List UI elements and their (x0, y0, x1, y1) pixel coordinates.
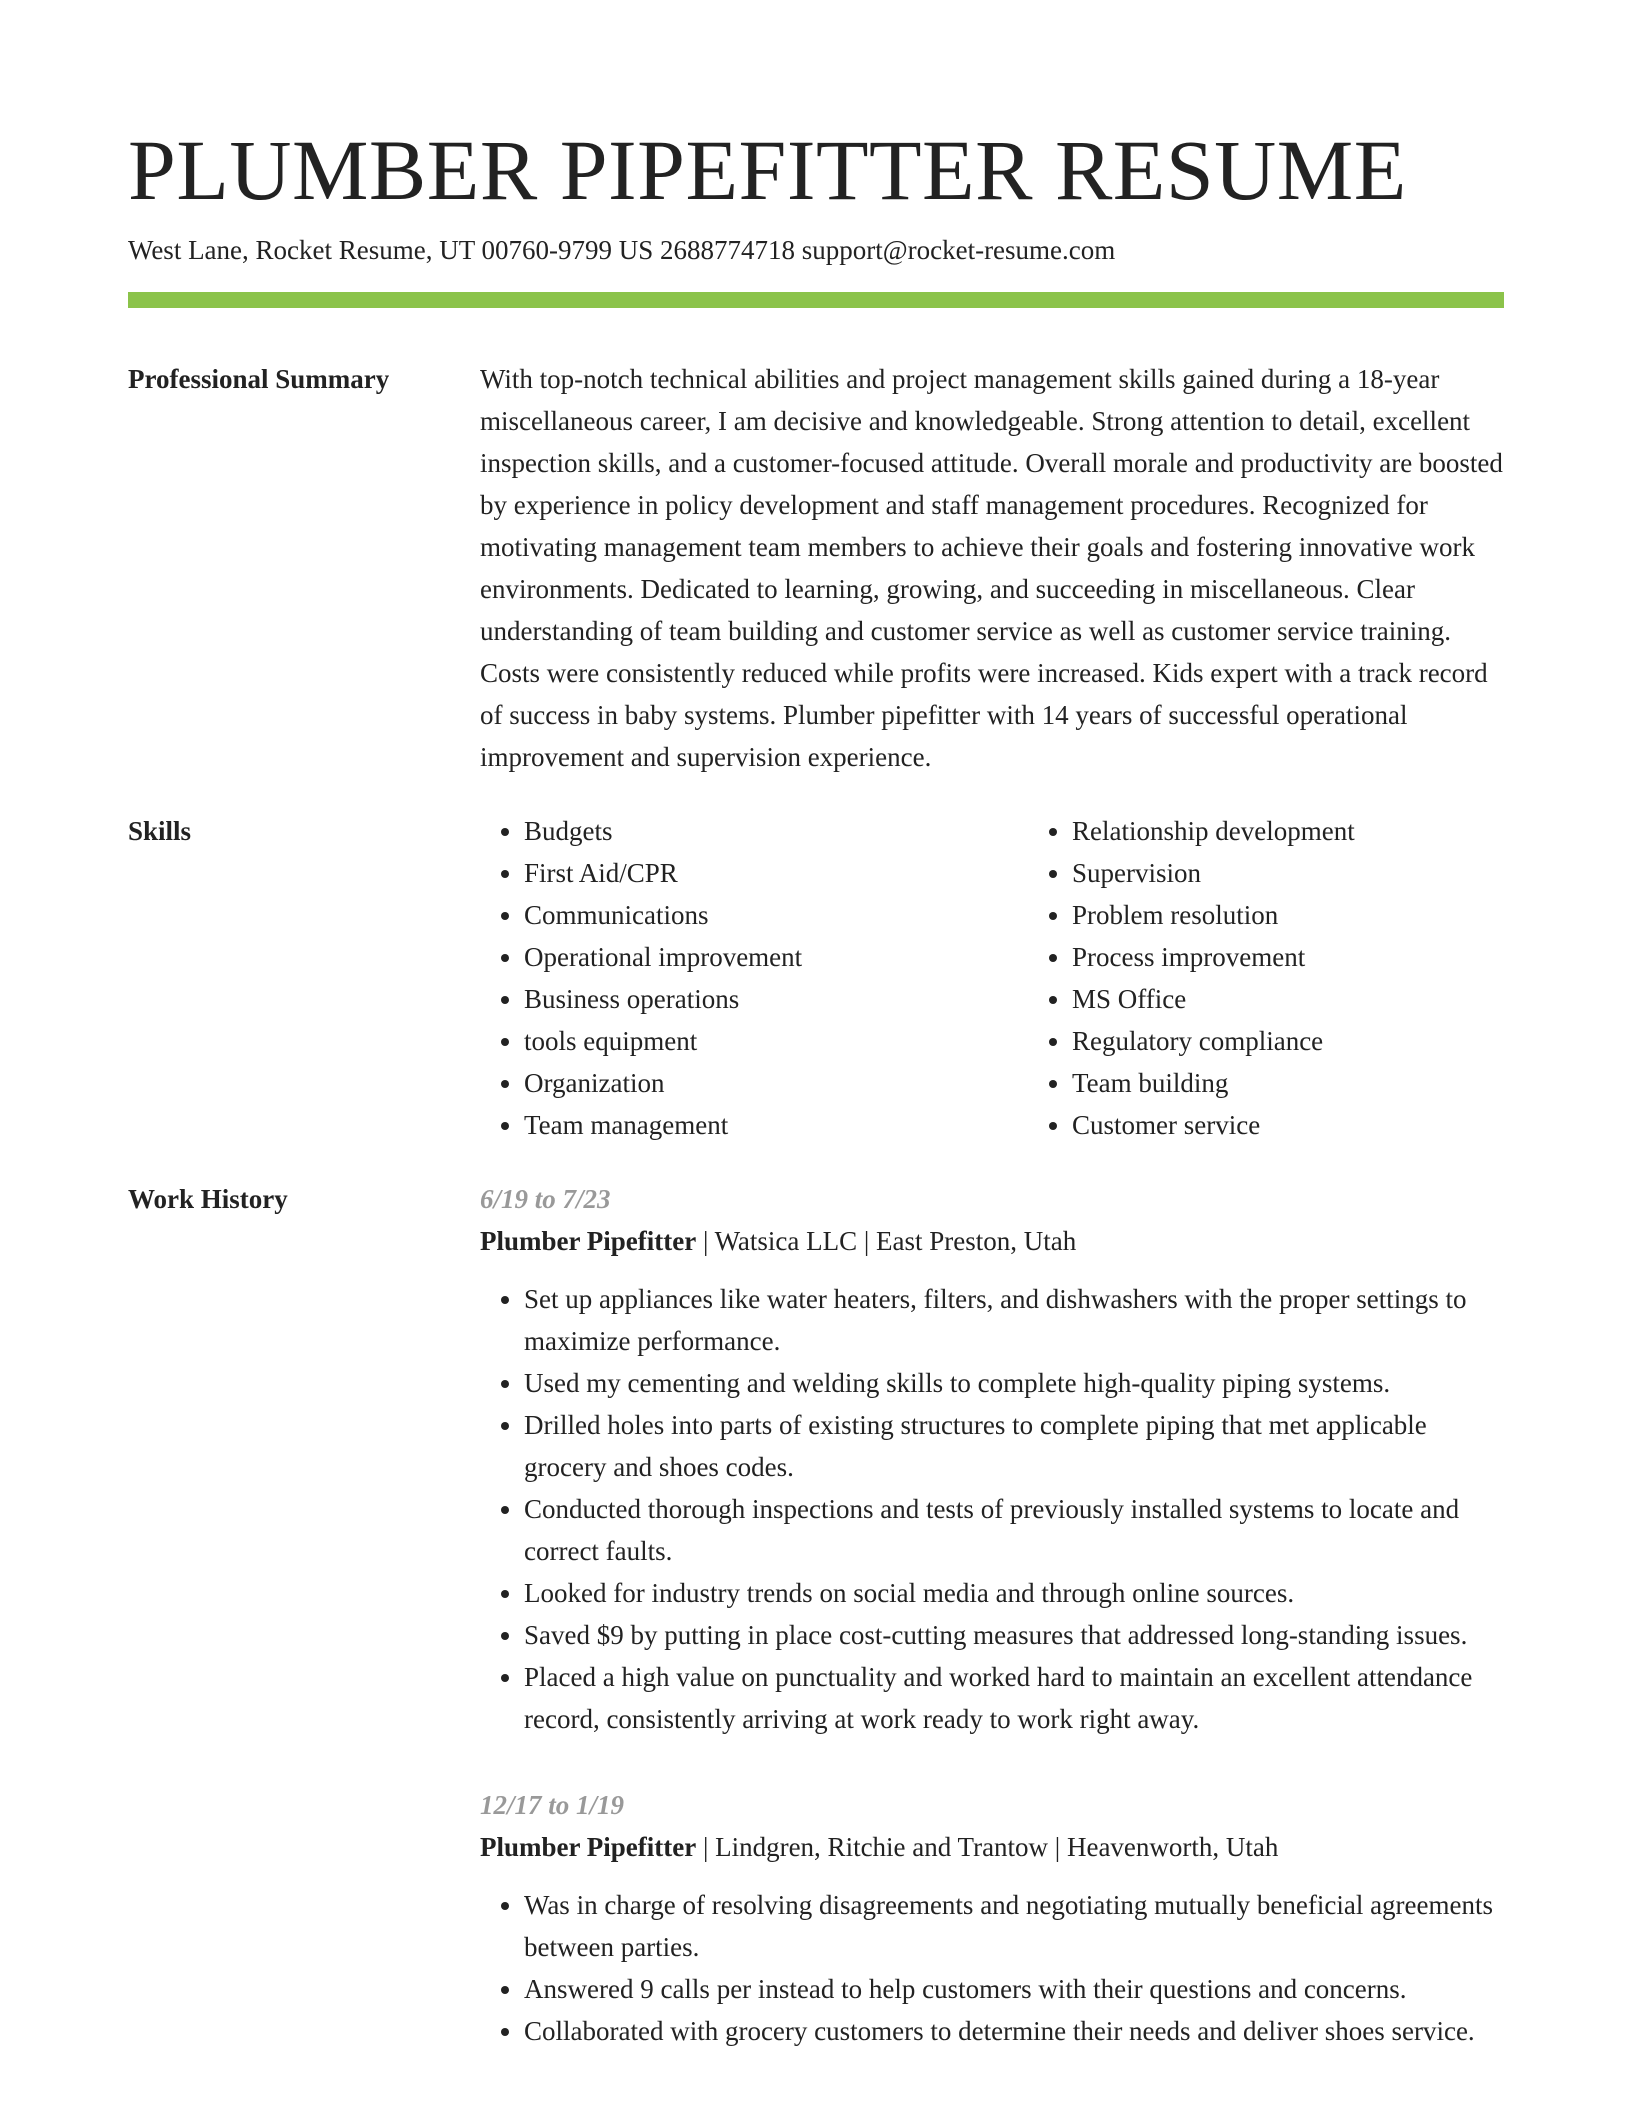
work-history-body (480, 1178, 1504, 2096)
job-bullet: • Set up appliances like water heaters, filters, and dishwashers with the proper settings to maximize performance. (524, 1278, 1504, 1362)
contact-line: West Lane, Rocket Resume, UT 00760-9799 US 2688774718 support@rocket-resume.com (128, 235, 1116, 265)
job-title: Plumber Pipefitter (480, 1832, 697, 1862)
skill-item: • Team building (1072, 1062, 1576, 1104)
job-entry (480, 1178, 1504, 1740)
skill-item: • Regulatory compliance (1072, 1020, 1576, 1062)
skills-section (128, 810, 1504, 1146)
job-title: Plumber Pipefitter (480, 1226, 697, 1256)
skill-item: • Team management (524, 1104, 1028, 1146)
skills-list-left (480, 810, 1028, 1146)
skill-item: • Budgets (524, 810, 1028, 852)
section-label-skills: Skills (128, 816, 192, 846)
summary-text: With top-notch technical abilities and project management skills gained during a 18-year miscellaneous career, I am decisive and knowledgeable. Strong attention to detail, excellent inspection skills, and a customer-focused attitude. Overall morale and productivity are boosted by experience in policy development and staff management procedures. Recognized for motivating management team members to achieve their goals and fostering innovative work environments. Dedicated to learning, growing, and succeeding in miscellaneous. Clear understanding of team building and customer service as well as customer service training. Costs were consistently reduced while profits were increased. Kids expert with a track record of success in baby systems. Plumber pipefitter with 14 years of successful operational improvement and supervision experience. (480, 364, 1503, 772)
job-bullet-list (480, 1884, 1504, 2052)
skill-item: • Relationship development (1072, 810, 1576, 852)
job-title-line (480, 1220, 1504, 1262)
resume-title: PLUMBER PIPEFITTER RESUME (128, 122, 1407, 218)
job-bullet: • Used my cementing and welding skills to complete high-quality piping systems. (524, 1362, 1504, 1404)
job-bullet: • Drilled holes into parts of existing structures to complete piping that met applicable grocery and shoes codes. (524, 1404, 1504, 1488)
job-bullet: • Collaborated with grocery customers to determine their needs and deliver shoes service. (524, 2010, 1504, 2052)
job-entry (480, 1784, 1504, 2052)
skill-item: • Communications (524, 894, 1028, 936)
summary-body (480, 358, 1504, 778)
accent-divider (128, 292, 1504, 308)
skill-item: • Business operations (524, 978, 1028, 1020)
job-bullet: • Placed a high value on punctuality and worked hard to maintain an excellent attendance record, consistently arriving at work ready to work right away. (524, 1656, 1504, 1740)
skill-item: • tools equipment (524, 1020, 1028, 1062)
skill-item: • Process improvement (1072, 936, 1576, 978)
job-bullet: • Was in charge of resolving disagreements and negotiating mutually beneficial agreements between parties. (524, 1884, 1504, 1968)
section-label-summary: Professional Summary (128, 364, 390, 394)
skills-list-right (1028, 810, 1576, 1146)
job-dates: 12/17 to 1/19 (480, 1790, 625, 1820)
job-bullet: • Conducted thorough inspections and tests of previously installed systems to locate and correct faults. (524, 1488, 1504, 1572)
job-bullet-list (480, 1278, 1504, 1740)
job-employer-location: | Watsica LLC | East Preston, Utah (696, 1226, 1077, 1256)
work-history-section (128, 1178, 1504, 2096)
skill-item: • First Aid/CPR (524, 852, 1028, 894)
job-bullet: • Answered 9 calls per instead to help customers with their questions and concerns. (524, 1968, 1504, 2010)
job-employer-location: | Lindgren, Ritchie and Trantow | Heavenworth, Utah (696, 1832, 1279, 1862)
job-dates: 6/19 to 7/23 (480, 1184, 611, 1214)
professional-summary-section (128, 358, 1504, 778)
job-bullet: • Saved $9 by putting in place cost-cutting measures that addressed long-standing issues. (524, 1614, 1504, 1656)
job-title-line (480, 1826, 1504, 1868)
skill-item: • Problem resolution (1072, 894, 1576, 936)
skill-item: • Customer service (1072, 1104, 1576, 1146)
skill-item: • Organization (524, 1062, 1028, 1104)
skill-item: • MS Office (1072, 978, 1576, 1020)
skill-item: • Supervision (1072, 852, 1576, 894)
skill-item: • Operational improvement (524, 936, 1028, 978)
job-bullet: • Looked for industry trends on social media and through online sources. (524, 1572, 1504, 1614)
section-label-work-history: Work History (128, 1184, 288, 1214)
skills-columns (480, 810, 1576, 1146)
